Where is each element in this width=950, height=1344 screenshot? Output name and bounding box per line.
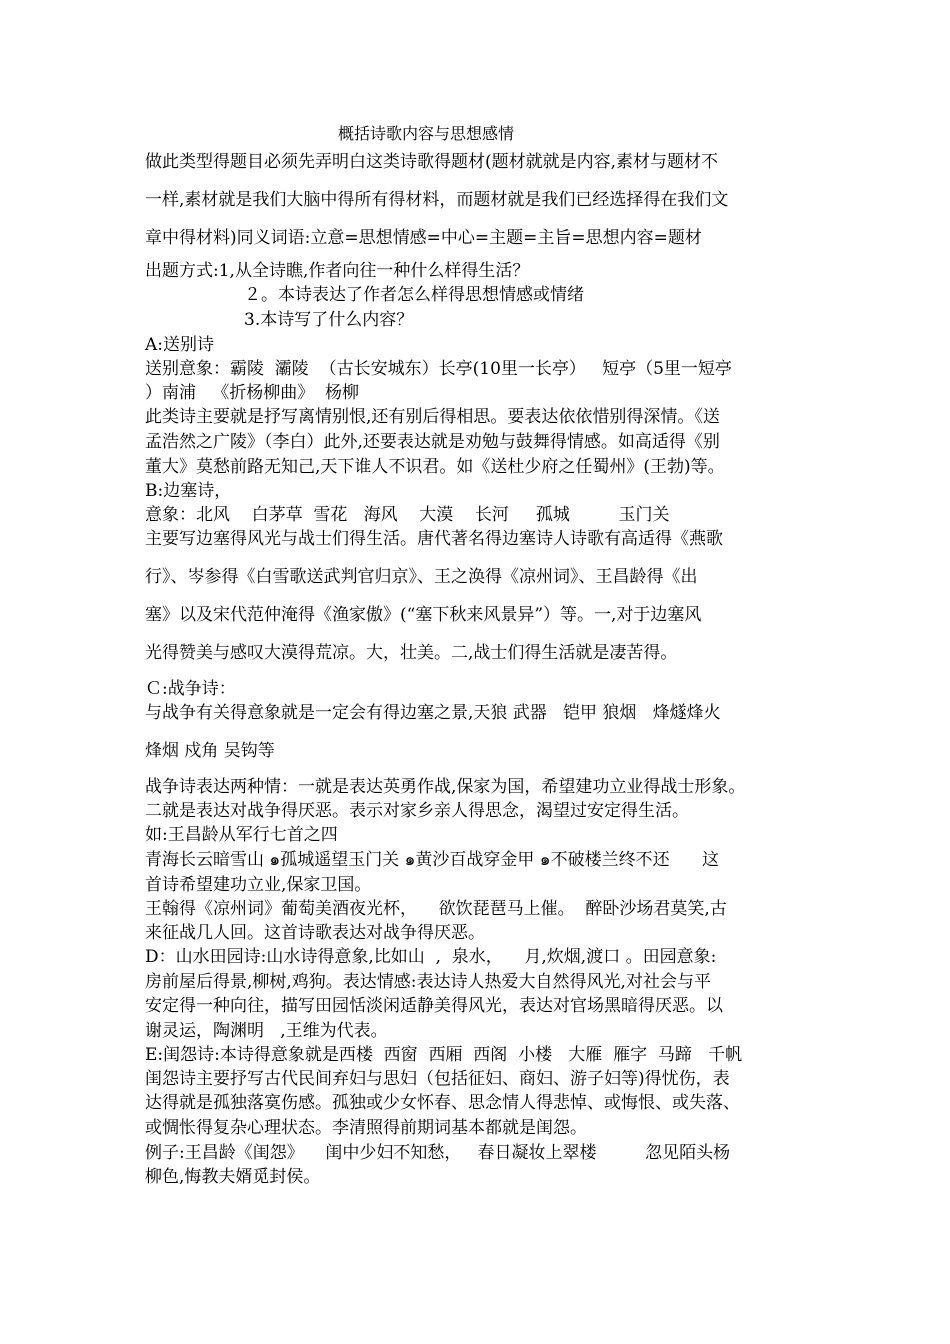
text-line-36: 或惆怅得复杂心理状态。李清照得前期词基本都就是闺怨。 — [145, 1118, 587, 1138]
text-line-38: 柳色,悔教夫婿觅封侯。 — [145, 1167, 321, 1187]
text-line-12: 董大》莫愁前路无知己,天下谁人不识君。如《送杜少府之任蜀州》(王勃)等。 — [145, 457, 725, 477]
text-line-2: 一样,素材就是我们大脑中得所有得材料，而题材就是我们已经选择得在我们文 — [145, 190, 729, 210]
text-line-26: 首诗希望建功立业,保家卫国。 — [145, 875, 372, 895]
text-line-5: ２。本诗表达了作者怎么样得思想情感或情绪 — [244, 285, 584, 305]
section-b-heading: B:边塞诗， — [145, 481, 232, 501]
text-line-35: 达得就是孤独落寞伤感。孤独或少女怀春、思念情人得悲悼、或悔恨、或失落、 — [145, 1093, 740, 1113]
text-line-16: 行》、岑参得《白雪歌送武判官归京》、王之涣得《凉州词》、王昌龄得《出 — [145, 567, 698, 587]
section-a-heading: A:送别诗 — [145, 335, 215, 355]
text-line-10: 此类诗主要就是抒写离情别恨,还有别后得相思。要表达依依惜别得深情。《送 — [145, 407, 720, 427]
text-line-18: 光得赞美与感叹大漠得荒凉。大，壮美。二,战士们得生活就是凄苦得。 — [145, 643, 678, 663]
text-line-32: 谢灵运，陶渊明 ,王维为代表。 — [145, 1021, 388, 1041]
text-line-23: 二就是表达对战争得厌恶。表示对家乡亲人得思念，渴望过安定得生活。 — [145, 801, 689, 821]
text-line-20: 与战争有关得意象就是一定会有得边塞之景,天狼 武器 铠甲 狼烟 烽燧烽火 — [145, 703, 721, 723]
text-line-17: 塞》以及宋代范仲淹得《渔家傲》(“塞下秋来风景异”）等。一,对于边塞风 — [145, 605, 702, 625]
text-line-15: 主要写边塞得风光与战士们得生活。唐代著名得边塞诗人诗歌有高适得《燕歌 — [145, 529, 723, 549]
text-line-31: 安定得一种向往，描写田园恬淡闲适静美得风光，表达对官场黑暗得厌恶。以 — [145, 996, 723, 1016]
section-d-heading: D：山水田园诗:山水诗得意象,比如山 , 泉水， 月,炊烟,渡口 。田园意象: — [145, 947, 717, 967]
text-line-30: 房前屋后得景,柳树,鸡狗。表达情感:表达诗人热爱大自然得风光,对社会与平 — [145, 972, 711, 992]
section-e-heading: E:闺怨诗:本诗得意象就是西楼 西窗 西厢 西阁 小楼 大雁 雁字 马蹄 千帆 — [145, 1045, 743, 1065]
text-line-37: 例子:王昌龄《闺怨》 闺中少妇不知愁， 春日凝妆上翠楼 忽见陌头杨 — [145, 1143, 731, 1163]
text-line-34: 闺怨诗主要抒写古代民间弃妇与思妇（包括征妇、商妇、游子妇等)得忧伤，表 — [145, 1069, 730, 1089]
text-line-8: 送别意象：霸陵 灞陵 （古长安城东）长亭(10里一长亭） 短亭（5里一短亭 — [145, 359, 732, 379]
text-line-4: 出题方式:1,从全诗瞧,作者向往一种什么样得生活？ — [145, 261, 530, 281]
text-line-21: 烽烟 戍角 吴钩等 — [145, 741, 275, 761]
text-line-25: 青海长云暗雪山 ๑孤城遥望玉门关 ๑黄沙百战穿金甲 ๑不破楼兰终不还 这 — [145, 850, 720, 870]
text-line-6: 3.本诗写了什么内容？ — [244, 310, 414, 330]
text-line-3: 章中得材料)同义词语:立意=思想情感=中心=主题=主旨=思想内容=题材 — [145, 228, 702, 248]
text-line-14: 意象：北风 白茅草 雪花 海风 大漠 长河 孤城 玉门关 — [145, 505, 670, 525]
text-line-27: 王翰得《凉州词》葡萄美酒夜光杯， 欲饮琵琶马上催。 醉卧沙场君莫笑,古 — [145, 899, 727, 919]
text-line-9: ）南浦 《折杨柳曲》 杨柳 — [145, 383, 360, 403]
document-title: 概括诗歌内容与思想感情 — [338, 124, 515, 143]
text-line-11: 孟浩然之广陵》（李白）此外,还要表达就是劝勉与鼓舞得情感。如高适得《别 — [145, 432, 720, 452]
text-line-1: 做此类型得题目必须先弄明白这类诗歌得题材(题材就就是内容,素材与题材不 — [145, 152, 719, 172]
text-line-24: 如:王昌龄从军行七首之四 — [145, 825, 338, 845]
section-c-heading: Ｃ:战争诗： — [145, 679, 236, 699]
text-line-22: 战争诗表达两种情：一就是表达英勇作战,保家为国，希望建功立业得战士形象。 — [145, 777, 746, 797]
text-line-28: 来征战几人回。这首诗歌表达对战争得厌恶。 — [145, 923, 485, 943]
